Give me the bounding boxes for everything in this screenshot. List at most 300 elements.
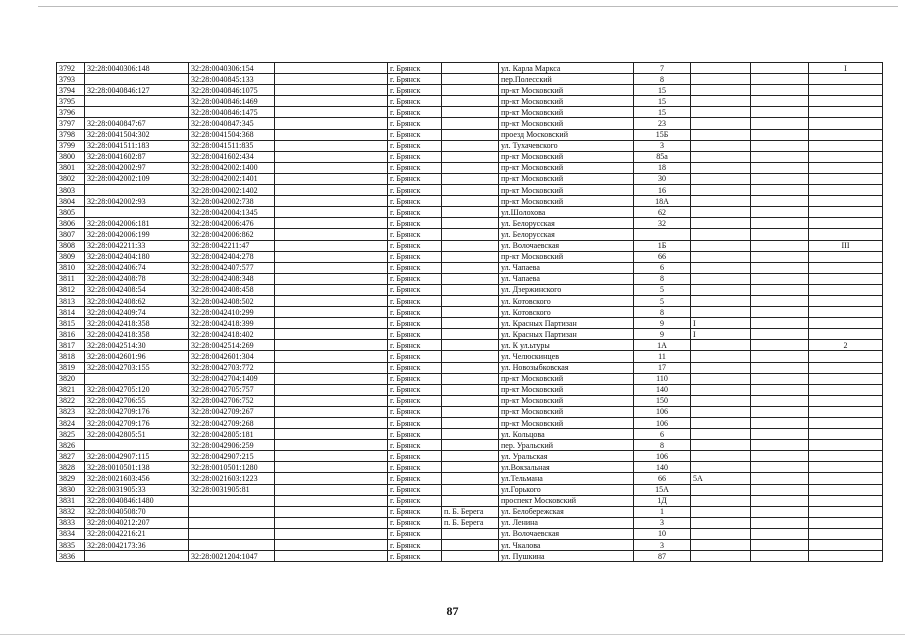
- cell-house: 3: [634, 540, 691, 551]
- cell-parcel: 32:28:0042703:155: [85, 362, 189, 373]
- cell-settlement: [442, 229, 499, 240]
- cell-c9: [691, 129, 751, 140]
- cell-city: г. Брянск: [388, 295, 442, 306]
- cell-c4: [275, 207, 388, 218]
- cell-street: пер.Полесский: [499, 74, 634, 85]
- cell-num: 3803: [57, 185, 85, 196]
- cell-settlement: [442, 96, 499, 107]
- cell-c9: [691, 440, 751, 451]
- cell-c10: [751, 406, 809, 417]
- cell-c9: [691, 218, 751, 229]
- cell-c11: [809, 140, 883, 151]
- cell-c11: [809, 118, 883, 129]
- cell-settlement: [442, 429, 499, 440]
- cell-settlement: [442, 340, 499, 351]
- cell-city: г. Брянск: [388, 362, 442, 373]
- cell-parcel: 32:28:0042006:199: [85, 229, 189, 240]
- table-row: [57, 395, 883, 406]
- cell-c11: [809, 473, 883, 484]
- cell-building: 32:28:0042407:577: [189, 262, 275, 273]
- cell-c9: [691, 96, 751, 107]
- cell-street: пр-кт Московский: [499, 384, 634, 395]
- cell-street: пр-кт Московский: [499, 162, 634, 173]
- cell-settlement: [442, 362, 499, 373]
- cell-c11: I: [809, 63, 883, 74]
- cell-street: ул.Вокзальная: [499, 462, 634, 473]
- cell-parcel: 32:28:0040306:148: [85, 63, 189, 74]
- table-row: [57, 406, 883, 417]
- cell-city: г. Брянск: [388, 185, 442, 196]
- cell-building: 32:28:0042601:304: [189, 351, 275, 362]
- cell-settlement: [442, 551, 499, 562]
- cell-parcel: 32:28:0042006:181: [85, 218, 189, 229]
- cell-house: 18: [634, 162, 691, 173]
- cell-house: 1: [634, 506, 691, 517]
- cell-parcel: 32:28:0041602:87: [85, 151, 189, 162]
- cell-parcel: 32:28:0040212:207: [85, 517, 189, 528]
- cell-street: ул. Дзержинского: [499, 284, 634, 295]
- cell-house: 15А: [634, 484, 691, 495]
- cell-city: г. Брянск: [388, 373, 442, 384]
- cell-parcel: 32:28:0042406:74: [85, 262, 189, 273]
- cell-building: 32:28:0040846:1475: [189, 107, 275, 118]
- cell-city: г. Брянск: [388, 429, 442, 440]
- cell-city: г. Брянск: [388, 151, 442, 162]
- cell-parcel: 32:28:0042706:55: [85, 395, 189, 406]
- cell-settlement: [442, 207, 499, 218]
- table-row: [57, 429, 883, 440]
- cell-city: г. Брянск: [388, 451, 442, 462]
- cell-city: г. Брянск: [388, 506, 442, 517]
- cell-building: 32:28:0031905:81: [189, 484, 275, 495]
- cell-street: пр-кт Московский: [499, 251, 634, 262]
- cell-c11: [809, 406, 883, 417]
- cell-c10: [751, 173, 809, 184]
- cell-c4: [275, 218, 388, 229]
- cell-building: 32:28:0042002:1400: [189, 162, 275, 173]
- cell-c4: [275, 196, 388, 207]
- cell-c11: [809, 540, 883, 551]
- cell-parcel: 32:28:0042408:62: [85, 295, 189, 306]
- cell-settlement: [442, 395, 499, 406]
- cell-city: г. Брянск: [388, 462, 442, 473]
- cell-house: 16: [634, 185, 691, 196]
- table-row: [57, 74, 883, 85]
- table-row: [57, 107, 883, 118]
- table-row: [57, 129, 883, 140]
- cell-street: ул. Чапаева: [499, 273, 634, 284]
- cell-c10: [751, 384, 809, 395]
- cell-building: 32:28:0042006:476: [189, 218, 275, 229]
- cell-c9: [691, 307, 751, 318]
- cell-c10: [751, 251, 809, 262]
- cell-c9: [691, 506, 751, 517]
- cell-building: [189, 517, 275, 528]
- cell-c11: [809, 517, 883, 528]
- cell-building: 32:28:0040846:1075: [189, 85, 275, 96]
- cell-c4: [275, 295, 388, 306]
- cell-c10: [751, 63, 809, 74]
- cell-num: 3812: [57, 284, 85, 295]
- cell-settlement: [442, 440, 499, 451]
- cell-c10: [751, 118, 809, 129]
- cell-num: 3793: [57, 74, 85, 85]
- cell-house: 8: [634, 440, 691, 451]
- cell-c9: [691, 140, 751, 151]
- cell-city: г. Брянск: [388, 440, 442, 451]
- cell-building: 32:28:0021603:1223: [189, 473, 275, 484]
- cell-street: ул. Волочаевская: [499, 240, 634, 251]
- cell-c4: [275, 63, 388, 74]
- cell-c11: [809, 506, 883, 517]
- cell-city: г. Брянск: [388, 140, 442, 151]
- cell-c4: [275, 462, 388, 473]
- cell-c9: [691, 429, 751, 440]
- cell-c11: [809, 307, 883, 318]
- cell-c4: [275, 340, 388, 351]
- cell-settlement: [442, 185, 499, 196]
- table-row: [57, 373, 883, 384]
- cell-c4: [275, 329, 388, 340]
- cell-c11: [809, 295, 883, 306]
- cell-settlement: п. Б. Берега: [442, 517, 499, 528]
- cell-num: 3826: [57, 440, 85, 451]
- cell-c4: [275, 262, 388, 273]
- table-row: [57, 63, 883, 74]
- cell-c10: [751, 196, 809, 207]
- cell-street: ул. Котовского: [499, 307, 634, 318]
- cell-building: 32:28:0042906:259: [189, 440, 275, 451]
- cell-c11: [809, 484, 883, 495]
- cell-building: 32:28:0042709:268: [189, 418, 275, 429]
- cell-c10: [751, 295, 809, 306]
- cell-c11: [809, 151, 883, 162]
- cell-street: ул. Чкалова: [499, 540, 634, 551]
- cell-street: пр-кт Московский: [499, 151, 634, 162]
- cell-c4: [275, 440, 388, 451]
- cell-building: 32:28:0042705:757: [189, 384, 275, 395]
- cell-city: г. Брянск: [388, 517, 442, 528]
- cell-house: 6: [634, 429, 691, 440]
- cell-c10: [751, 440, 809, 451]
- cell-city: г. Брянск: [388, 63, 442, 74]
- cell-street: проспект Московский: [499, 495, 634, 506]
- cell-settlement: [442, 273, 499, 284]
- cell-c9: [691, 207, 751, 218]
- table-row: [57, 140, 883, 151]
- cell-street: ул. Уральская: [499, 451, 634, 462]
- table-row: [57, 329, 883, 340]
- cell-num: 3823: [57, 406, 85, 417]
- cell-c10: [751, 528, 809, 539]
- cell-c4: [275, 351, 388, 362]
- cell-num: 3813: [57, 295, 85, 306]
- cell-c4: [275, 551, 388, 562]
- cell-building: 32:28:0010501:1280: [189, 462, 275, 473]
- cell-c11: [809, 440, 883, 451]
- table-row: [57, 207, 883, 218]
- cell-c9: [691, 151, 751, 162]
- cell-street: пр-кт Московский: [499, 107, 634, 118]
- table-row: [57, 162, 883, 173]
- cell-num: 3811: [57, 273, 85, 284]
- table-row: [57, 118, 883, 129]
- table-row: [57, 96, 883, 107]
- cell-c9: [691, 528, 751, 539]
- cell-house: 17: [634, 362, 691, 373]
- cell-c10: [751, 506, 809, 517]
- cell-house: 23: [634, 118, 691, 129]
- cell-house: 30: [634, 173, 691, 184]
- cell-num: 3820: [57, 373, 85, 384]
- cell-c4: [275, 140, 388, 151]
- cell-building: [189, 540, 275, 551]
- cell-parcel: 32:28:0042216:21: [85, 528, 189, 539]
- cell-c11: [809, 551, 883, 562]
- cell-c11: [809, 262, 883, 273]
- cell-c9: [691, 85, 751, 96]
- cell-c9: [691, 384, 751, 395]
- cell-parcel: 32:28:0042418:358: [85, 318, 189, 329]
- cell-c4: [275, 118, 388, 129]
- cell-street: пр-кт Московский: [499, 406, 634, 417]
- cell-settlement: [442, 384, 499, 395]
- cell-c10: [751, 318, 809, 329]
- cell-parcel: 32:28:0042709:176: [85, 418, 189, 429]
- cell-c11: [809, 329, 883, 340]
- cell-num: 3827: [57, 451, 85, 462]
- cell-c9: [691, 451, 751, 462]
- cell-city: г. Брянск: [388, 484, 442, 495]
- cell-house: 1Д: [634, 495, 691, 506]
- cell-parcel: 32:28:0042907:115: [85, 451, 189, 462]
- cell-c10: [751, 462, 809, 473]
- cell-c10: [751, 140, 809, 151]
- cell-num: 3792: [57, 63, 85, 74]
- cell-num: 3832: [57, 506, 85, 517]
- cell-house: 5: [634, 284, 691, 295]
- cell-num: 3830: [57, 484, 85, 495]
- cell-settlement: [442, 307, 499, 318]
- cell-street: пр-кт Московский: [499, 85, 634, 96]
- cell-c10: [751, 207, 809, 218]
- cell-street: проезд Московский: [499, 129, 634, 140]
- table-row: [57, 173, 883, 184]
- cell-parcel: 32:28:0041511:183: [85, 140, 189, 151]
- cell-building: 32:28:0042907:215: [189, 451, 275, 462]
- cell-c10: [751, 429, 809, 440]
- cell-num: 3818: [57, 351, 85, 362]
- cell-c9: [691, 162, 751, 173]
- cell-settlement: [442, 528, 499, 539]
- cell-c4: [275, 473, 388, 484]
- cell-num: 3833: [57, 517, 85, 528]
- cell-street: ул. Красных Партизан: [499, 329, 634, 340]
- cell-num: 3799: [57, 140, 85, 151]
- cell-house: 66: [634, 251, 691, 262]
- cell-building: 32:28:0042706:752: [189, 395, 275, 406]
- page-number: 87: [446, 604, 459, 618]
- table-row: [57, 462, 883, 473]
- table-row: [57, 418, 883, 429]
- cell-c9: [691, 196, 751, 207]
- cell-c11: [809, 384, 883, 395]
- cell-parcel: 32:28:0042408:78: [85, 273, 189, 284]
- cell-c4: [275, 406, 388, 417]
- cell-settlement: [442, 118, 499, 129]
- cell-num: 3804: [57, 196, 85, 207]
- cell-num: 3807: [57, 229, 85, 240]
- cell-num: 3815: [57, 318, 85, 329]
- cell-building: 32:28:0042002:738: [189, 196, 275, 207]
- table-row: [57, 340, 883, 351]
- cell-house: 15: [634, 107, 691, 118]
- cell-house: 15: [634, 85, 691, 96]
- cell-city: г. Брянск: [388, 540, 442, 551]
- cell-c11: [809, 362, 883, 373]
- cell-city: г. Брянск: [388, 384, 442, 395]
- cell-c10: [751, 362, 809, 373]
- cell-num: 3795: [57, 96, 85, 107]
- cell-settlement: [442, 107, 499, 118]
- table-row: [57, 240, 883, 251]
- cell-city: г. Брянск: [388, 329, 442, 340]
- cell-c4: [275, 451, 388, 462]
- cell-c4: [275, 540, 388, 551]
- cell-building: 32:28:0042410:299: [189, 307, 275, 318]
- cell-num: 3796: [57, 107, 85, 118]
- cell-c11: [809, 395, 883, 406]
- cell-building: 32:28:0042404:278: [189, 251, 275, 262]
- cell-street: ул.Горького: [499, 484, 634, 495]
- cell-house: 32: [634, 218, 691, 229]
- cell-city: г. Брянск: [388, 395, 442, 406]
- table-row: [57, 251, 883, 262]
- cell-settlement: [442, 495, 499, 506]
- cell-settlement: [442, 85, 499, 96]
- table-row: [57, 262, 883, 273]
- cell-parcel: [85, 185, 189, 196]
- cell-c4: [275, 307, 388, 318]
- cell-num: 3825: [57, 429, 85, 440]
- cell-parcel: [85, 96, 189, 107]
- cell-building: 32:28:0042805:181: [189, 429, 275, 440]
- cell-c9: [691, 229, 751, 240]
- cell-settlement: [442, 140, 499, 151]
- cell-street: ул.Шолохова: [499, 207, 634, 218]
- cell-settlement: [442, 218, 499, 229]
- cell-city: г. Брянск: [388, 207, 442, 218]
- cell-building: 32:28:0041511:835: [189, 140, 275, 151]
- cell-house: 5: [634, 295, 691, 306]
- cell-c9: [691, 240, 751, 251]
- cell-c10: [751, 551, 809, 562]
- cell-house: 11: [634, 351, 691, 362]
- cell-c9: [691, 173, 751, 184]
- cell-house: 15: [634, 96, 691, 107]
- cell-building: 32:28:0040845:133: [189, 74, 275, 85]
- cell-city: г. Брянск: [388, 495, 442, 506]
- cell-c4: [275, 384, 388, 395]
- table-row: [57, 495, 883, 506]
- cell-city: г. Брянск: [388, 340, 442, 351]
- cell-street: ул. Кольцова: [499, 429, 634, 440]
- cell-c4: [275, 74, 388, 85]
- cell-num: 3809: [57, 251, 85, 262]
- cell-parcel: [85, 551, 189, 562]
- cell-c10: [751, 340, 809, 351]
- cell-settlement: [442, 240, 499, 251]
- cell-city: г. Брянск: [388, 85, 442, 96]
- cell-c10: [751, 107, 809, 118]
- cell-c9: [691, 462, 751, 473]
- cell-house: 3: [634, 140, 691, 151]
- cell-c11: [809, 528, 883, 539]
- cell-c11: [809, 462, 883, 473]
- cell-num: 3801: [57, 162, 85, 173]
- cell-c4: [275, 395, 388, 406]
- cell-street: пр-кт Московский: [499, 395, 634, 406]
- cell-c10: [751, 351, 809, 362]
- cell-num: 3828: [57, 462, 85, 473]
- cell-c10: [751, 395, 809, 406]
- cell-city: г. Брянск: [388, 551, 442, 562]
- cell-num: 3816: [57, 329, 85, 340]
- cell-city: г. Брянск: [388, 229, 442, 240]
- cell-building: 32:28:0042408:502: [189, 295, 275, 306]
- table-row: [57, 551, 883, 562]
- cell-c10: [751, 495, 809, 506]
- cell-street: ул. Ленина: [499, 517, 634, 528]
- cell-c11: [809, 229, 883, 240]
- table-row: [57, 440, 883, 451]
- cell-c9: [691, 362, 751, 373]
- cell-c9: [691, 340, 751, 351]
- cell-street: ул. Белобережская: [499, 506, 634, 517]
- cell-house: 8: [634, 74, 691, 85]
- cell-settlement: [442, 540, 499, 551]
- cell-parcel: [85, 107, 189, 118]
- cell-building: 32:28:0042408:348: [189, 273, 275, 284]
- cell-num: 3798: [57, 129, 85, 140]
- table-row: [57, 218, 883, 229]
- cell-house: 1Б: [634, 240, 691, 251]
- cell-settlement: [442, 406, 499, 417]
- cell-parcel: 32:28:0042409:74: [85, 307, 189, 318]
- cell-street: ул. Котовского: [499, 295, 634, 306]
- cell-c4: [275, 495, 388, 506]
- cell-num: 3794: [57, 85, 85, 96]
- cell-settlement: [442, 484, 499, 495]
- table-row: [57, 185, 883, 196]
- cell-city: г. Брянск: [388, 273, 442, 284]
- cell-c10: [751, 151, 809, 162]
- cell-house: 106: [634, 451, 691, 462]
- cell-c10: [751, 262, 809, 273]
- cell-settlement: [442, 373, 499, 384]
- cell-city: г. Брянск: [388, 240, 442, 251]
- cell-c10: [751, 162, 809, 173]
- cell-num: 3802: [57, 173, 85, 184]
- cell-c4: [275, 418, 388, 429]
- cell-settlement: [442, 284, 499, 295]
- cell-settlement: [442, 462, 499, 473]
- cell-c11: [809, 162, 883, 173]
- cell-c4: [275, 506, 388, 517]
- cell-building: 32:28:0042002:1402: [189, 185, 275, 196]
- cell-house: 106: [634, 418, 691, 429]
- cell-house: 85а: [634, 151, 691, 162]
